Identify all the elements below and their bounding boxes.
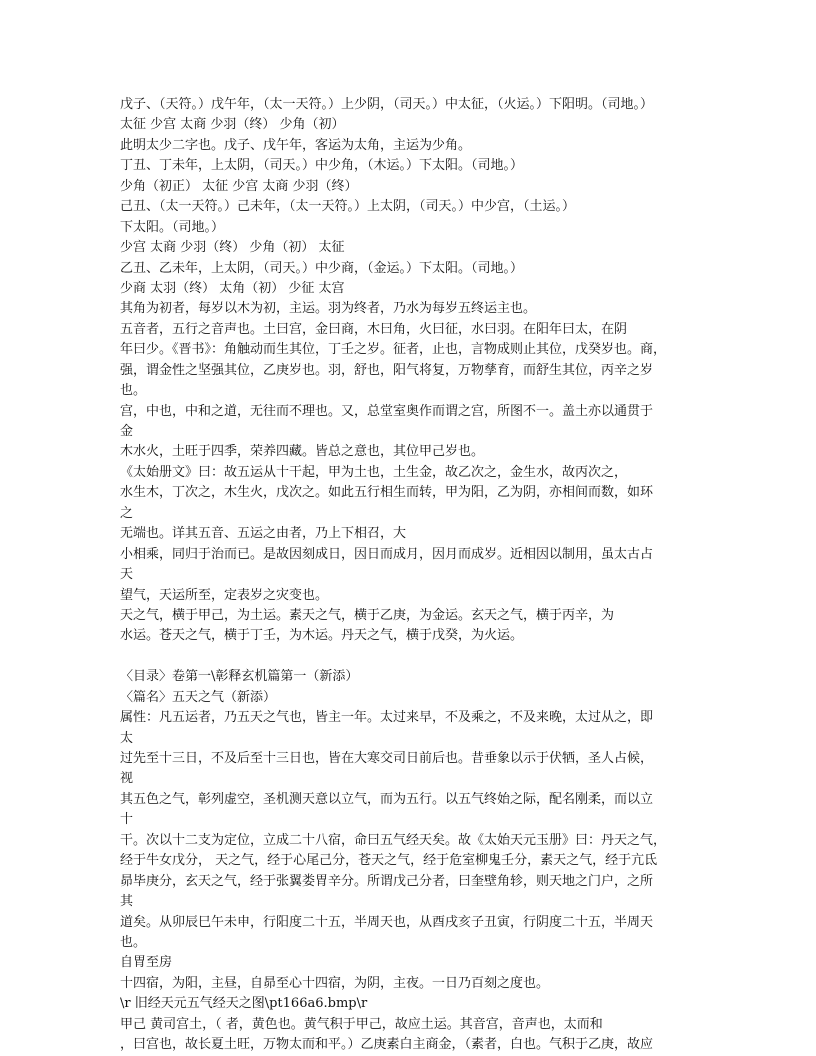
text-line: ，曰宫也，故长夏土旺，万物太而和平。）乙庚素白主商金，（素者，白也。气积于乙庚，故应 xyxy=(120,1037,654,1053)
text-line: 太征 少宫 太商 少羽（终） 少角（初） xyxy=(120,117,345,133)
text-line: 其五色之气，彰列虚空，圣机测天意以立气，而为五行。以五气终始之际，配名刚柔，而以立 xyxy=(120,791,654,807)
text-line: 《太始册文》曰：故五运从十干起，甲为土也，土生金，故乙次之，金生水，故丙次之， xyxy=(120,464,628,480)
block-wuyun-years xyxy=(120,95,698,647)
text-line: 天之气，横于甲己，为土运。素天之气，横于乙庚，为金运。玄天之气，横于丙辛，为 xyxy=(120,607,615,623)
text-line: 太 xyxy=(120,730,134,746)
paragraph-gap xyxy=(120,647,698,667)
text-line: 年曰少。《晋书》：角触动而生其位，丁壬之岁。征者，止也，言物成则止其位，戊癸岁也。商， xyxy=(120,342,667,358)
text-line: 丁丑、丁未年，上太阴，（司天。）中少角，（木运。）下太阳。（司地。） xyxy=(120,158,524,174)
text-line: 强，谓金性之坚强其位，乙庚岁也。羽，舒也，阳气将复，万物孳育，而舒生其位，丙辛之岁 xyxy=(120,362,654,378)
text-line: 也。 xyxy=(120,383,147,399)
text-line: 少宫 太商 少羽（终） 少角（初） 太征 xyxy=(120,240,345,256)
text-line: 己丑、（太一天符。）己未年，（太一天符。）上太阴，（司天。）中少宫，（土运。） xyxy=(120,199,576,215)
text-line: 木水火，土旺于四季，荣养四藏。皆总之意也，其位甲己岁也。 xyxy=(120,444,485,460)
text-line: 此明太少二字也。戊子、戊午年，客运为太角，主运为少角。 xyxy=(120,137,472,153)
text-line: 属性：凡五运者，乃五天之气也，皆主一年。太过来早，不及乘之，不及来晚，太过从之，即 xyxy=(120,710,654,726)
text-line: 少角（初正） 太征 少宫 太商 少羽（终） xyxy=(120,178,358,194)
text-line: 五音者，五行之音声也。土曰宫，金曰商，木曰角，火曰征，水曰羽。在阳年曰太，在阴 xyxy=(120,321,628,337)
text-line: 金 xyxy=(120,424,134,439)
text-line: 视 xyxy=(120,771,134,787)
text-line: 天 xyxy=(120,567,134,583)
text-line: 少商 太羽（终） 太角（初） 少征 太宫 xyxy=(120,280,345,296)
text-line: 过先至十三日，不及后至十三日也，皆在大寒交司日前后也。昔垂象以示于伏牺，圣人占候， xyxy=(120,751,654,766)
text-line: 无端也。详其五音、五运之由者，乃上下相召，大 xyxy=(120,526,407,542)
text-line: 干。次以十二支为定位，立成二十八宿，命曰五气经天矣。故《太始天元玉册》曰：丹天之气， xyxy=(120,832,667,848)
text-line: 也。 xyxy=(120,934,147,950)
text-line: 之 xyxy=(120,505,134,521)
catalog-heading: 〈目录〉卷第一\彰释玄机篇第一（新添） xyxy=(120,669,359,685)
text-line: 乙丑、乙未年，上太阴，（司天。）中少商，（金运。）下太阳。（司地。） xyxy=(120,260,524,276)
text-line: 水生木，丁次之，木生火，戊次之。如此五行相生而转，甲为阳，乙为阴，亦相间而数，如环 xyxy=(120,485,654,501)
text-line: 甲己 黄司宫土，（ 者，黄色也。黄气积于甲己，故应土运。其音宫，音声也，太而和 xyxy=(120,1016,603,1032)
text-line: 下太阳。（司地。） xyxy=(120,219,225,235)
text-line: 昴毕庚分，玄天之气，经于张翼娄胃辛分。所谓戊己分者，曰奎壁角轸，则天地之门户，之所 xyxy=(120,873,654,889)
section-title: 〈篇名〉五天之气（新添） xyxy=(120,689,277,705)
text-line: 望气，天运所至，定表岁之灾变也。 xyxy=(120,587,329,603)
text-line: 宫，中也，中和之道，无往而不理也。又，总堂室奥作而谓之宫，所图不一。盖土亦以通贯于 xyxy=(120,403,654,419)
text-line: 经于牛女戊分， 天之气，经于心尾己分，苍天之气，经于危室柳鬼壬分，素天之气，经于亢氐 xyxy=(120,853,658,869)
text-line: 十四宿，为阳，主昼，自昴至心十四宿，为阴，主夜。一日乃百刻之度也。 xyxy=(120,975,550,991)
image-reference-line: \r 旧经天元五气经天之图\pt166a6.bmp\r xyxy=(120,996,368,1012)
text-line: 水运。苍天之气，横于丁壬，为木运。丹天之气，横于戊癸，为火运。 xyxy=(120,628,524,644)
text-line: 戊子、（天符。）戊午年，（太一天符。）上少阴，（司天。）中太征，（火运。）下阳明。（司地。） xyxy=(120,97,654,112)
text-line: 其角为初者，每岁以木为初，主运。羽为终者，乃水为每岁五终运主也。 xyxy=(120,301,537,317)
block-wutian-zhiqi xyxy=(120,667,698,1055)
text-line: 十 xyxy=(120,812,134,828)
text-line: 道矣。从卯辰巳午未申，行阳度二十五，半周天也，从酉戌亥子丑寅，行阴度二十五，半周天 xyxy=(120,914,654,930)
text-line: 自胃至房 xyxy=(120,955,173,971)
text-line: 其 xyxy=(120,894,134,910)
document-page xyxy=(120,95,698,1056)
text-line: 小相乘，同归于治而已。是故因刻成日，因日而成月，因月而成岁。近相因以制用，虽太古占 xyxy=(120,546,654,562)
